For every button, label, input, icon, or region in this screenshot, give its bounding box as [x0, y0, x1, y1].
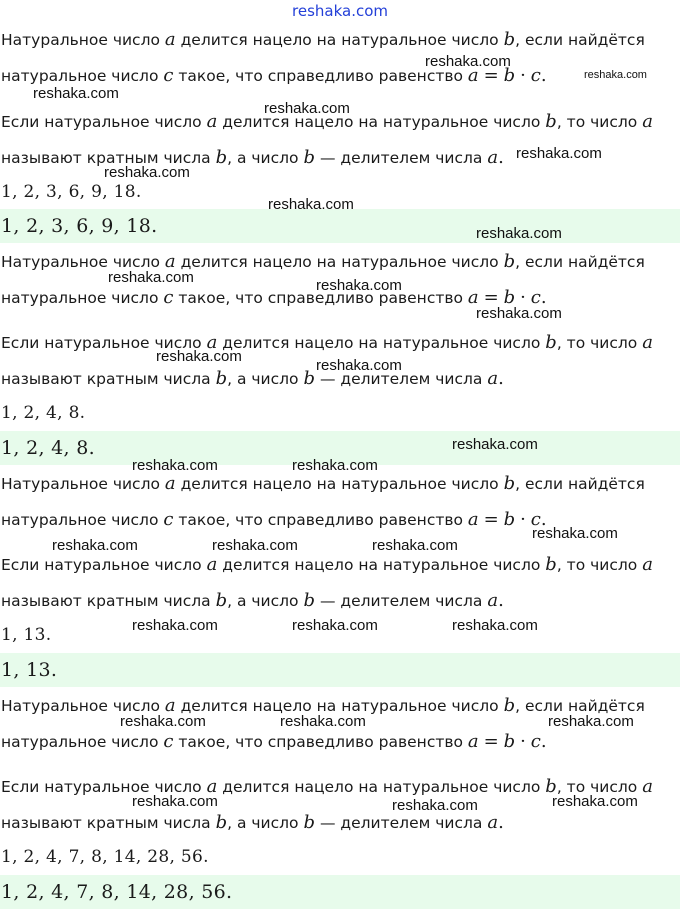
watermark: reshaka.com — [584, 69, 647, 81]
watermark: reshaka.com — [316, 357, 402, 374]
var-a: a — [487, 368, 499, 389]
var-a: a — [642, 111, 653, 132]
var-b: b — [503, 251, 516, 272]
var-a: a — [206, 111, 218, 132]
var-a: a — [642, 776, 653, 797]
text: Натуральное число — [1, 475, 160, 493]
dot-operator: · — [520, 287, 526, 308]
var-c: c — [163, 731, 174, 752]
watermark: reshaka.com — [156, 348, 242, 365]
var-a: a — [467, 509, 479, 530]
text: — делителем числа — [319, 149, 483, 167]
text: называют кратным числа — [1, 814, 211, 832]
var-c: c — [163, 287, 174, 308]
divisors-list: 1, 2, 4, 8. — [1, 403, 86, 423]
var-a: a — [164, 251, 176, 272]
answer-box — [0, 875, 680, 909]
watermark: reshaka.com — [548, 713, 634, 730]
text: делится нацело на натуральное число — [222, 778, 541, 796]
watermark: reshaka.com — [104, 164, 190, 181]
var-b: b — [503, 509, 516, 530]
text: , то число — [556, 556, 638, 574]
var-b: b — [303, 368, 316, 389]
period: . — [540, 287, 547, 308]
var-c: c — [530, 509, 541, 530]
var-a: a — [467, 731, 479, 752]
text: такое, что справедливо равенство — [178, 733, 463, 751]
period: . — [540, 509, 547, 530]
equals-sign: = — [483, 509, 499, 530]
definition-line-2 — [1, 510, 547, 530]
period: . — [498, 368, 504, 389]
var-c: c — [163, 65, 174, 86]
text: такое, что справедливо равенство — [178, 67, 463, 85]
site-header[interactable]: reshaka.com — [292, 2, 388, 20]
equals-sign: = — [483, 287, 499, 308]
text: — делителем числа — [319, 814, 483, 832]
text: — делителем числа — [319, 370, 483, 388]
var-a: a — [164, 473, 176, 494]
watermark: reshaka.com — [516, 145, 602, 162]
watermark: reshaka.com — [33, 85, 119, 102]
var-c: c — [530, 287, 541, 308]
text: такое, что справедливо равенство — [178, 289, 463, 307]
answer-text: 1, 13. — [1, 659, 58, 681]
text: такое, что справедливо равенство — [178, 511, 463, 529]
var-a: a — [487, 812, 499, 833]
watermark: reshaka.com — [552, 793, 638, 810]
text: Если натуральное число — [1, 556, 202, 574]
text: Натуральное число — [1, 253, 160, 271]
definition-line-2 — [1, 732, 547, 752]
period: . — [498, 812, 504, 833]
watermark: reshaka.com — [108, 269, 194, 286]
var-a: a — [487, 590, 499, 611]
text: Натуральное число — [1, 697, 160, 715]
watermark: reshaka.com — [52, 537, 138, 554]
answer-box — [0, 653, 680, 687]
var-a: a — [164, 29, 176, 50]
var-a: a — [642, 332, 653, 353]
dot-operator: · — [520, 509, 526, 530]
definition-line-3 — [1, 555, 653, 575]
text: делится нацело на натуральное число — [222, 334, 541, 352]
var-a: a — [206, 776, 218, 797]
var-a: a — [487, 147, 499, 168]
period: . — [498, 590, 504, 611]
definition-line-1 — [1, 252, 645, 272]
var-c: c — [530, 731, 541, 752]
divisors-list: 1, 13. — [1, 625, 52, 645]
text: называют кратным числа — [1, 149, 211, 167]
watermark: reshaka.com — [212, 537, 298, 554]
var-b: b — [545, 554, 557, 575]
watermark: reshaka.com — [392, 797, 478, 814]
text: натуральное число — [1, 733, 159, 751]
watermark: reshaka.com — [120, 713, 206, 730]
text: делится нацело на натуральное число — [180, 253, 499, 271]
text: Если натуральное число — [1, 778, 202, 796]
text: натуральное число — [1, 511, 159, 529]
definition-line-1 — [1, 474, 645, 494]
var-b: b — [303, 147, 316, 168]
answer-text: 1, 2, 4, 8. — [1, 437, 95, 459]
text: делится нацело на натуральное число — [222, 113, 541, 131]
definition-line-2 — [1, 288, 547, 308]
watermark: reshaka.com — [372, 537, 458, 554]
var-b: b — [545, 332, 557, 353]
dot-operator: · — [520, 65, 526, 86]
divisors-list: 1, 2, 4, 7, 8, 14, 28, 56. — [1, 847, 209, 867]
watermark: reshaka.com — [292, 457, 378, 474]
var-b: b — [503, 287, 516, 308]
var-b: b — [303, 590, 316, 611]
definition-line-1 — [1, 30, 645, 50]
watermark: reshaka.com — [132, 617, 218, 634]
definition-line-4 — [1, 148, 504, 168]
text: Если натуральное число — [1, 334, 202, 352]
var-b: b — [215, 812, 228, 833]
text: натуральное число — [1, 67, 159, 85]
var-b: b — [503, 65, 516, 86]
watermark: reshaka.com — [280, 713, 366, 730]
answer-text: 1, 2, 3, 6, 9, 18. — [1, 215, 158, 237]
definition-line-4 — [1, 369, 504, 389]
text: , если найдётся — [515, 475, 645, 493]
period: . — [540, 65, 547, 86]
watermark: reshaka.com — [268, 196, 354, 213]
text: Если натуральное число — [1, 113, 202, 131]
text: делится нацело на натуральное число — [180, 31, 499, 49]
watermark: reshaka.com — [452, 436, 538, 453]
var-b: b — [215, 147, 228, 168]
text: , то число — [556, 334, 638, 352]
var-b: b — [503, 473, 516, 494]
watermark: reshaka.com — [316, 277, 402, 294]
watermark: reshaka.com — [292, 617, 378, 634]
var-b: b — [503, 29, 516, 50]
text: , а число — [227, 814, 299, 832]
equals-sign: = — [483, 731, 499, 752]
text: делится нацело на натуральное число — [180, 697, 499, 715]
var-b: b — [545, 111, 557, 132]
definition-line-4 — [1, 813, 504, 833]
watermark: reshaka.com — [452, 617, 538, 634]
watermark: reshaka.com — [476, 225, 562, 242]
var-b: b — [545, 776, 557, 797]
text: , если найдётся — [515, 253, 645, 271]
watermark: reshaka.com — [264, 100, 350, 117]
text: делится нацело на натуральное число — [180, 475, 499, 493]
text: , если найдётся — [515, 31, 645, 49]
text: , то число — [556, 113, 638, 131]
var-a: a — [206, 554, 218, 575]
text: , то число — [556, 778, 638, 796]
definition-line-3 — [1, 333, 653, 353]
var-a: a — [206, 332, 218, 353]
var-b: b — [503, 695, 516, 716]
dot-operator: · — [520, 731, 526, 752]
var-b: b — [215, 590, 228, 611]
text: называют кратным числа — [1, 370, 211, 388]
equals-sign: = — [483, 65, 499, 86]
text: делится нацело на натуральное число — [222, 556, 541, 574]
watermark: reshaka.com — [132, 793, 218, 810]
var-c: c — [530, 65, 541, 86]
var-c: c — [163, 509, 174, 530]
period: . — [540, 731, 547, 752]
var-b: b — [503, 731, 516, 752]
text: называют кратным числа — [1, 592, 211, 610]
var-b: b — [303, 812, 316, 833]
period: . — [498, 147, 504, 168]
var-a: a — [164, 695, 176, 716]
var-a: a — [642, 554, 653, 575]
text: натуральное число — [1, 289, 159, 307]
divisors-list: 1, 2, 3, 6, 9, 18. — [1, 182, 142, 202]
text: , если найдётся — [515, 697, 645, 715]
definition-line-4 — [1, 591, 504, 611]
text: , а число — [227, 592, 299, 610]
var-a: a — [467, 287, 479, 308]
text: — делителем числа — [319, 592, 483, 610]
watermark: reshaka.com — [425, 53, 511, 70]
answer-box — [0, 209, 680, 243]
var-b: b — [215, 368, 228, 389]
text: , а число — [227, 370, 299, 388]
text: , а число — [227, 149, 299, 167]
var-a: a — [467, 65, 479, 86]
watermark: reshaka.com — [132, 457, 218, 474]
watermark: reshaka.com — [476, 305, 562, 322]
text: Натуральное число — [1, 31, 160, 49]
watermark: reshaka.com — [532, 525, 618, 542]
answer-text: 1, 2, 4, 7, 8, 14, 28, 56. — [1, 881, 233, 903]
